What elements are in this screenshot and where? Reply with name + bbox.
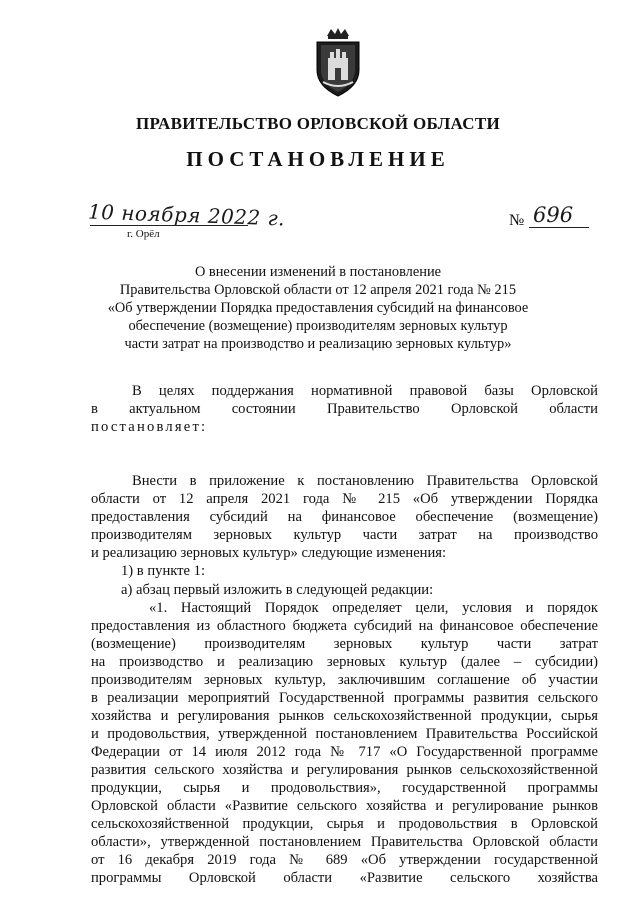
document-subject xyxy=(80,263,556,353)
coat-of-arms-emblem xyxy=(313,26,363,98)
number-label: № xyxy=(509,212,525,229)
body-line: производителям зерновых культур, заключившим соглашение об участии xyxy=(91,671,598,688)
body-line: сельскохозяйственной продукции, сырья и продовольствия в Орловской xyxy=(91,816,598,833)
body-line: (возмещение) производителям зерновых культур части затрат xyxy=(91,635,598,652)
subject-line: О внесении изменений в постановление xyxy=(194,264,442,280)
subject-line: части затрат на производство и реализацию зерновых культур» xyxy=(124,336,512,353)
subject-line: «Об утверждении Порядка предоставления субсидий на финансовое xyxy=(107,300,529,317)
preamble-line: В целях поддержания нормативной правовой базы Орловской xyxy=(132,383,598,399)
body-line: области», утвержденной постановлением Правительства Орловской области xyxy=(91,834,598,851)
subject-line: обеспечение (возмещение) производителям зерновых культур xyxy=(128,318,508,335)
body-line: на производство и реализацию зерновых культур (далее – субсидии) xyxy=(91,653,598,670)
document-type-heading: ПОСТАНОВЛЕНИЕ xyxy=(186,147,450,171)
body-line: программы Орловской области «Развитие сельского хозяйства xyxy=(91,870,598,887)
body-line: продукции, сырья и продовольствия», государственной программы xyxy=(91,780,598,797)
document-body xyxy=(91,382,598,887)
body-line: от 16 декабря 2019 года № 689 «Об утверждении государственной xyxy=(91,852,598,869)
body-line: развития сельского хозяйства и регулирования рынков сельскохозяйственной xyxy=(91,761,598,778)
body-line: предоставления из областного бюджета субсидий на финансовое обеспечение xyxy=(91,617,598,634)
body-line: Внести в приложение к постановлению Правительства Орловской xyxy=(132,473,598,490)
body-line: и продовольствия, утвержденной постановлением Правительства Российской xyxy=(91,725,598,742)
preamble-line: в актуальном состоянии Правительство Орловской области xyxy=(91,401,598,418)
number-underline xyxy=(529,227,589,228)
handwritten-date: 10 ноября 2022 г. xyxy=(87,199,286,231)
city-label: г. Орёл xyxy=(127,228,160,240)
body-line: Федерации от 14 июля 2012 года № 717 «О Государственной программе xyxy=(91,743,598,760)
body-line: хозяйства и регулирования рынков сельскохозяйственной продукции, сырья xyxy=(91,707,598,724)
body-line: а) абзац первый изложить в следующей редакции: xyxy=(121,581,434,598)
preamble-line: постановляет: xyxy=(91,419,208,436)
body-line: в реализации мероприятий Государственной программы развития сельского xyxy=(91,689,598,706)
date-underline xyxy=(90,225,248,226)
body-line: предоставления субсидий на финансовое обеспечение (возмещение) xyxy=(91,509,598,526)
body-line: и реализацию зерновых культур» следующие изменения: xyxy=(91,545,447,562)
body-line: Орловской области «Развитие сельского хозяйства и регулирование рынков xyxy=(91,798,598,815)
organization-title: ПРАВИТЕЛЬСТВО ОРЛОВСКОЙ ОБЛАСТИ xyxy=(135,114,501,133)
subject-line: Правительства Орловской области от 12 апреля 2021 года № 215 xyxy=(119,282,517,299)
body-line: области от 12 апреля 2021 года № 215 «Об утверждении Порядка xyxy=(91,491,598,508)
body-line: 1) в пункте 1: xyxy=(121,563,206,580)
body-line: производителям зерновых культур части затрат на производство xyxy=(91,527,598,544)
handwritten-number: 696 xyxy=(533,203,574,227)
body-line: «1. Настоящий Порядок определяет цели, условия и порядок xyxy=(149,599,598,616)
